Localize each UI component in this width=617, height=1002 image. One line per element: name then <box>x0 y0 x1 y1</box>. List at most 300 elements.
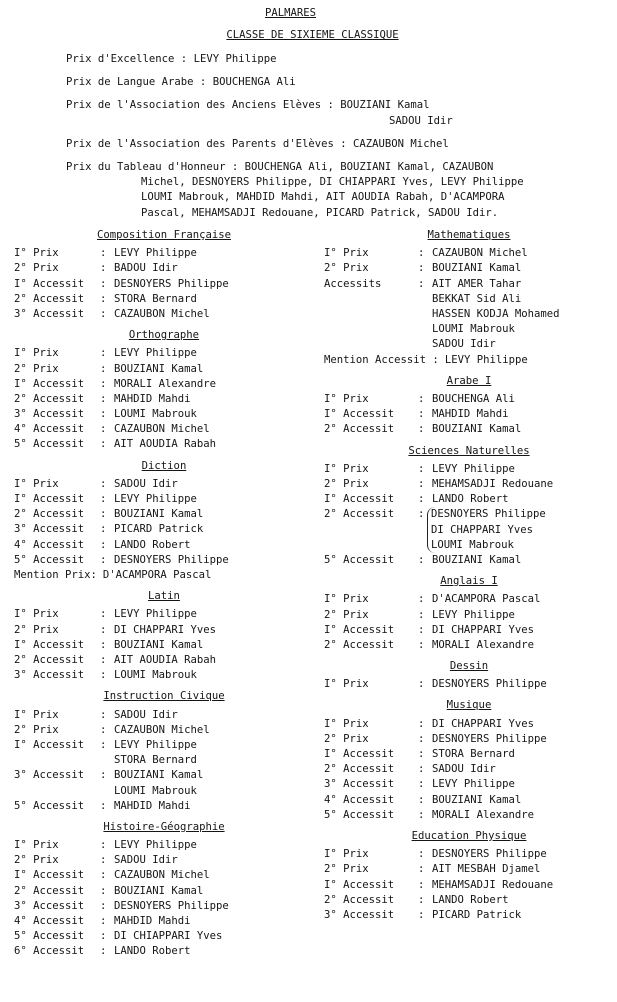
separator: : <box>100 362 107 375</box>
separator: : <box>418 553 425 566</box>
student-name: DESNOYERS Philippe <box>432 678 547 691</box>
award-names <box>114 607 197 622</box>
student-name: MORALI Alexandre <box>432 638 535 651</box>
award-row <box>14 261 314 276</box>
award-names <box>114 553 229 568</box>
award-names <box>432 908 521 923</box>
award-row <box>14 422 314 437</box>
award-row <box>14 607 314 622</box>
student-name: LEVY Philippe <box>114 738 197 751</box>
student-name: BOUZIANI Kamal <box>432 553 522 566</box>
student-name: DI CHIAPPARI Yves <box>114 930 223 943</box>
subject-section <box>324 374 614 438</box>
award-label: 6° Accessit <box>14 945 85 958</box>
award-row <box>14 568 314 583</box>
award-row <box>324 717 614 732</box>
award-row <box>14 507 314 522</box>
award-row <box>324 261 614 276</box>
award-label: 2° Prix <box>14 362 59 375</box>
prize-label: Prix de Langue Arabe : <box>66 76 207 89</box>
subject-section <box>324 829 614 923</box>
award-names <box>432 717 534 732</box>
award-names <box>114 668 197 683</box>
student-name: CAZAUBON Michel <box>114 723 210 736</box>
student-name: LANDO Robert <box>114 538 191 551</box>
award-names <box>114 346 197 361</box>
student-name: DI CHAPPARI Yves <box>431 523 534 536</box>
prize-label: Prix de l'Association des Parents d'Elèves : <box>66 137 347 150</box>
separator: : <box>100 738 107 751</box>
separator: : <box>418 638 425 651</box>
award-label: Mention Accessit : <box>324 353 439 366</box>
student-name: MAHDID Mahdi <box>114 915 191 928</box>
award-row <box>324 808 614 823</box>
subject-title: Orthographe <box>128 329 200 342</box>
award-names <box>114 653 216 668</box>
award-row <box>14 853 314 868</box>
award-row <box>324 592 614 607</box>
student-name: AIT AOUDIA Rabah <box>114 438 217 451</box>
award-row <box>324 246 614 261</box>
award-label: 2° Prix <box>14 723 59 736</box>
separator: : <box>100 854 107 867</box>
separator: : <box>100 799 107 812</box>
prize-winner: CAZAUBON Michel <box>353 137 449 150</box>
subject-section <box>324 698 614 823</box>
award-row <box>14 929 314 944</box>
separator: : <box>418 262 425 275</box>
separator: : <box>418 763 425 776</box>
separator: : <box>100 553 107 566</box>
award-names <box>114 507 203 522</box>
separator: : <box>418 893 425 906</box>
separator: : <box>100 477 107 490</box>
prize-line <box>66 98 611 113</box>
subject-section <box>324 574 614 653</box>
award-row <box>324 777 614 792</box>
prize-entry <box>66 137 611 152</box>
separator: : <box>418 732 425 745</box>
award-label: I° Prix <box>324 593 369 606</box>
award-row <box>324 462 614 477</box>
award-names <box>432 246 528 261</box>
student-name: STORA Bernard <box>432 748 515 761</box>
separator: : <box>418 408 425 421</box>
subject-title: Dessin <box>449 660 489 673</box>
award-label: 3° Accessit <box>14 899 85 912</box>
award-row <box>324 492 614 507</box>
student-name: STORA Bernard <box>114 754 197 767</box>
award-names <box>114 738 197 768</box>
separator: : <box>100 884 107 897</box>
separator: : <box>418 462 425 475</box>
prize-winner: SADOU Idir <box>389 114 453 127</box>
award-row <box>14 638 314 653</box>
student-name: DESNOYERS Philippe <box>114 553 229 566</box>
separator: : <box>100 930 107 943</box>
subject-section <box>324 228 614 368</box>
subject-title: Mathematiques <box>427 229 511 241</box>
student-name: CAZAUBON Michel <box>432 247 528 260</box>
award-label: 2° Accessit <box>14 653 85 666</box>
award-names <box>114 623 216 638</box>
award-label: 3° Accessit <box>14 408 85 421</box>
separator: : <box>100 723 107 736</box>
subject-section <box>14 459 314 584</box>
award-label: 2° Prix <box>14 262 59 275</box>
student-name: SADOU Idir <box>432 338 496 351</box>
special-prizes <box>66 52 611 229</box>
award-row <box>14 914 314 929</box>
award-names <box>114 261 178 276</box>
award-row <box>14 653 314 668</box>
separator: : <box>418 717 425 730</box>
award-names <box>432 732 547 747</box>
award-names <box>114 292 197 307</box>
separator: : <box>100 292 107 305</box>
student-name: PICARD Patrick <box>114 523 204 536</box>
student-name: LEVY Philippe <box>114 608 197 621</box>
award-label: 2° Accessit <box>14 292 85 305</box>
student-name: LEVY Philippe <box>114 493 197 506</box>
award-row <box>14 738 314 768</box>
separator: : <box>418 848 425 861</box>
award-names <box>432 808 534 823</box>
prize-entry <box>66 98 611 128</box>
award-names <box>114 944 191 959</box>
award-label: 4° Accessit <box>324 793 395 806</box>
award-row <box>324 623 614 638</box>
award-names <box>114 362 203 377</box>
separator: : <box>100 839 107 852</box>
award-row <box>324 732 614 747</box>
student-name: BOUZIANI Kamal <box>114 638 204 651</box>
award-row <box>324 762 614 777</box>
prize-winner: BOUCHENGA Ali <box>212 76 296 89</box>
student-name: LOUMI Mabrouk <box>431 538 514 551</box>
separator: : <box>100 438 107 451</box>
award-label: 2° Accessit <box>324 423 395 436</box>
student-name: SADOU Idir <box>114 708 178 721</box>
student-name: LEVY Philippe <box>432 778 515 791</box>
student-name: LEVY Philippe <box>432 462 515 475</box>
separator: : <box>418 608 425 621</box>
award-names <box>114 277 229 292</box>
award-names <box>114 522 203 537</box>
separator: : <box>100 638 107 651</box>
award-names <box>114 377 216 392</box>
award-label: 2° Accessit <box>14 508 85 521</box>
award-label: 2° Prix <box>324 863 369 876</box>
prize-entry <box>66 75 611 90</box>
award-label: I° Accessit <box>324 623 395 636</box>
prize-winner: BOUZIANI Kamal <box>340 99 430 112</box>
student-name: MORALI Alexandre <box>114 377 217 390</box>
prize-winner: Pascal, MEHAMSADJI Redouane, PICARD Patrick, SADOU Idir. <box>141 206 499 219</box>
award-label: I° Accessit <box>14 638 85 651</box>
award-label: I° Accessit <box>14 377 85 390</box>
award-row <box>14 377 314 392</box>
left-column <box>14 228 314 966</box>
student-name: DI CHAPPARI Yves <box>432 717 535 730</box>
award-names <box>432 553 521 568</box>
student-name: LEVY Philippe <box>114 247 197 260</box>
award-row <box>324 793 614 808</box>
student-name: SADOU Idir <box>114 854 178 867</box>
award-label: I° Prix <box>14 708 59 721</box>
separator: : <box>100 262 107 275</box>
award-names <box>114 437 216 452</box>
student-name: LOUMI Mabrouk <box>114 784 197 797</box>
award-names <box>114 477 178 492</box>
award-names <box>432 878 553 893</box>
award-names <box>114 708 178 723</box>
separator: : <box>418 477 425 490</box>
separator: : <box>100 623 107 636</box>
award-label: 4° Accessit <box>14 915 85 928</box>
subject-title: Arabe I <box>446 374 492 387</box>
award-label: 2° Accessit <box>324 893 395 906</box>
student-name: DI CHAPPARI Yves <box>114 623 217 636</box>
student-name: BOUZIANI Kamal <box>432 793 522 806</box>
award-label: 5° Accessit <box>14 553 85 566</box>
award-row <box>14 362 314 377</box>
separator: : <box>418 593 425 606</box>
award-names <box>114 838 197 853</box>
award-label: I° Prix <box>324 462 369 475</box>
prize-label: Prix d'Excellence : <box>66 53 188 65</box>
award-label: I° Prix <box>14 247 59 260</box>
award-label: I° Prix <box>14 608 59 621</box>
separator: : <box>100 899 107 912</box>
prize-label: Prix du Tableau d'Honneur : <box>66 161 239 174</box>
award-names <box>432 407 509 422</box>
prize-winner: LEVY Philippe <box>193 53 277 65</box>
award-row <box>324 847 614 862</box>
award-row <box>14 246 314 261</box>
subject-title: Latin <box>148 590 180 603</box>
document-subtitle: CLASSE DE SIXIEME CLASSIQUE <box>226 29 399 41</box>
subject-section <box>14 689 314 814</box>
subject-title: Sciences Naturelles <box>408 444 530 457</box>
award-names <box>432 862 540 877</box>
award-names <box>432 747 515 762</box>
award-row <box>324 353 614 368</box>
separator: : <box>100 277 107 290</box>
award-names <box>114 853 178 868</box>
award-label: 3° Accessit <box>14 307 85 320</box>
award-label: I° Accessit <box>324 493 395 506</box>
student-name: LANDO Robert <box>432 893 509 906</box>
student-name: AIT AOUDIA Rabah <box>114 653 217 666</box>
separator: : <box>100 493 107 506</box>
award-names <box>114 538 191 553</box>
student-name: DESNOYERS Philippe <box>114 899 229 912</box>
separator: : <box>100 247 107 260</box>
award-names <box>114 768 203 798</box>
student-name: BADOU Idir <box>114 262 178 275</box>
award-label: I° Prix <box>324 247 369 260</box>
award-label: 2° Accessit <box>324 763 395 776</box>
award-label: 5° Accessit <box>14 930 85 943</box>
student-name: PICARD Patrick <box>432 908 522 921</box>
award-label: 2° Prix <box>324 262 369 275</box>
separator: : <box>100 377 107 390</box>
separator: : <box>100 392 107 405</box>
student-name: LOUMI Mabrouk <box>432 323 515 336</box>
award-row <box>14 944 314 959</box>
separator: : <box>418 678 425 691</box>
award-row <box>324 638 614 653</box>
student-name: LOUMI Mabrouk <box>114 408 197 421</box>
separator: : <box>100 708 107 721</box>
student-name: D'ACAMPORA Pascal <box>102 568 212 581</box>
separator: : <box>100 945 107 958</box>
award-row <box>14 392 314 407</box>
award-label: 3° Accessit <box>14 523 85 536</box>
award-row <box>14 346 314 361</box>
award-names <box>114 422 210 437</box>
award-row <box>14 838 314 853</box>
subject-section <box>324 659 614 692</box>
award-names <box>432 793 521 808</box>
award-label: 2° Prix <box>324 608 369 621</box>
subject-section <box>14 589 314 683</box>
award-label: I° Accessit <box>324 748 395 761</box>
award-label: 2° Prix <box>324 477 369 490</box>
award-names <box>114 392 191 407</box>
award-names <box>432 777 515 792</box>
student-name: MEHAMSADJI Redouane <box>432 878 554 891</box>
award-row <box>324 407 614 422</box>
student-name: DI CHAPPARI Yves <box>432 623 535 636</box>
prize-winner: Michel, DESNOYERS Philippe, DI CHIAPPARI Yves, LEVY Philippe <box>141 176 524 189</box>
subject-title: Education Physique <box>411 829 527 842</box>
award-row <box>324 608 614 623</box>
award-row <box>324 893 614 908</box>
award-names <box>432 277 560 353</box>
award-label: 4° Accessit <box>14 538 85 551</box>
subject-title: Anglais I <box>440 575 498 588</box>
separator: : <box>100 538 107 551</box>
prize-winner: LOUMI Mabrouk, MAHDID Mahdi, AIT AOUDIA Rabah, D'ACAMPORA <box>141 191 505 204</box>
student-name: LEVY Philippe <box>114 839 197 852</box>
separator: : <box>100 307 107 320</box>
award-label: 3° Accessit <box>324 908 395 921</box>
award-row <box>324 392 614 407</box>
award-row <box>14 799 314 814</box>
award-label: I° Prix <box>14 839 59 852</box>
award-names <box>432 492 509 507</box>
separator: : <box>418 623 425 636</box>
separator: : <box>418 423 425 436</box>
award-row <box>14 723 314 738</box>
subject-title: Instruction Civique <box>103 690 225 703</box>
prize-entry <box>66 52 611 67</box>
separator: : <box>418 778 425 791</box>
separator: : <box>418 493 425 506</box>
student-name: MEHAMSADJI Redouane <box>432 477 554 490</box>
award-row <box>14 492 314 507</box>
award-row <box>14 538 314 553</box>
student-name: CAZAUBON Michel <box>114 423 210 436</box>
award-row <box>14 668 314 683</box>
award-row <box>14 437 314 452</box>
award-row <box>14 477 314 492</box>
award-label: 3° Accessit <box>14 769 85 782</box>
award-row <box>14 868 314 883</box>
award-names <box>432 261 521 276</box>
award-names <box>114 307 210 322</box>
separator: : <box>100 523 107 536</box>
student-name: CAZAUBON Michel <box>114 307 210 320</box>
prize-line <box>66 75 611 90</box>
award-names <box>103 568 211 583</box>
student-name: STORA Bernard <box>114 292 197 305</box>
award-names <box>432 623 534 638</box>
separator: : <box>418 247 425 260</box>
award-label: I° Accessit <box>324 878 395 891</box>
student-name: LOUMI Mabrouk <box>114 669 197 682</box>
award-row <box>14 292 314 307</box>
award-names <box>432 847 547 862</box>
subject-title: Musique <box>446 699 492 712</box>
award-row <box>14 553 314 568</box>
award-row <box>14 884 314 899</box>
student-name: DESNOYERS Philippe <box>432 848 547 861</box>
student-name: DESNOYERS Philippe <box>432 732 547 745</box>
separator: : <box>100 347 107 360</box>
award-row <box>324 277 614 353</box>
award-names <box>114 638 203 653</box>
award-names <box>432 462 515 477</box>
separator: : <box>418 808 425 821</box>
student-name: BOUZIANI Kamal <box>432 423 522 436</box>
right-column <box>324 228 614 929</box>
subject-section <box>14 228 314 322</box>
award-label: 5° Accessit <box>324 553 395 566</box>
award-names <box>114 868 210 883</box>
separator: : <box>418 793 425 806</box>
award-row <box>14 277 314 292</box>
separator: : <box>418 508 425 521</box>
award-label: I° Prix <box>324 848 369 861</box>
student-name: AIT AMER Tahar <box>432 277 522 290</box>
prize-label: Prix de l'Association des Anciens Elèves : <box>66 99 334 112</box>
student-name: DESNOYERS Philippe <box>431 508 546 521</box>
award-label: 2° Accessit <box>324 508 395 521</box>
subject-section <box>14 820 314 960</box>
award-label: I° Prix <box>14 347 59 360</box>
separator: : <box>100 508 107 521</box>
award-names <box>432 638 534 653</box>
award-label: I° Prix <box>324 717 369 730</box>
award-names <box>445 353 528 368</box>
award-row <box>324 908 614 923</box>
award-names <box>432 608 515 623</box>
award-label: 4° Accessit <box>14 423 85 436</box>
award-names <box>114 799 191 814</box>
student-name: BOUZIANI Kamal <box>114 362 204 375</box>
separator: : <box>100 869 107 882</box>
student-name: D'ACAMPORA Pascal <box>432 593 541 606</box>
prize-entry <box>66 160 611 221</box>
award-names <box>432 893 509 908</box>
student-name: MAHDID Mahdi <box>432 408 509 421</box>
award-names <box>114 899 229 914</box>
award-names <box>114 492 197 507</box>
separator: : <box>100 423 107 436</box>
